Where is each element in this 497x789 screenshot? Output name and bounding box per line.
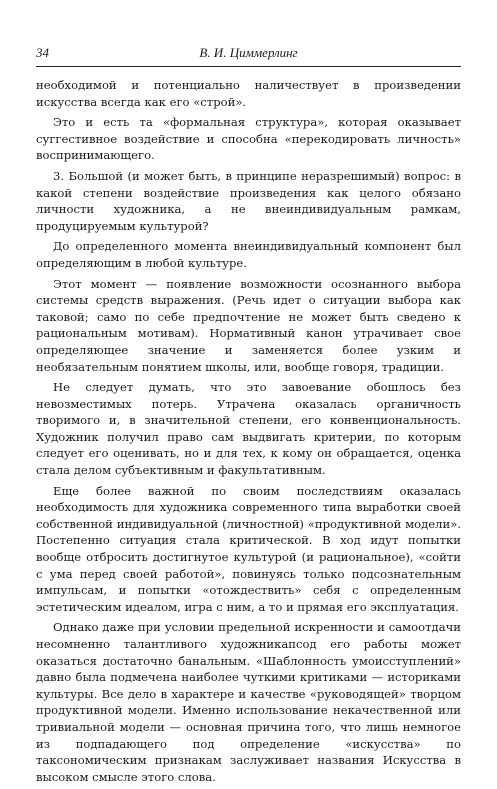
page-number: 34 bbox=[36, 45, 49, 60]
header-rule bbox=[36, 66, 461, 67]
body-text bbox=[36, 77, 461, 785]
paragraph-3: 3. Большой (и может быть, в принципе неразрешимый) вопрос: в какой степени воздействие произведения как целого обязано личности художника, а не внеиндивидуальным рамкам, продуцируемым культурой? bbox=[36, 168, 461, 233]
paragraph-2: Это и есть та «формальная структура», которая оказывает суггестивное воздействие и способна «перекодировать личность» воспринимающего. bbox=[36, 115, 461, 163]
paragraph-8: Однако даже при условии предельной искренности и самоотдачи несомненно талантливого художникапсод его работы может оказаться достаточно банальным. «Шаблонность умоисступлений» давно была подмечена наиболее чуткими критиками — историками культуры. Все дело в характере и качестве «руководящей» творцом продуктивной модели. Именно использование некачественной или тривиальной модели — основная причина того, что лишь немногое из подпадающего под определение «искусства» по таксономическим признакам заслуживает названия Искусства в высоком смысле этого слова. bbox=[36, 620, 461, 784]
paragraph-4: До определенного момента внеиндивидуальный компонент был определяющим в любой культуре. bbox=[36, 239, 461, 270]
paragraph-7: Еще более важной по своим последствиям оказалась необходимость для художника современного типа выработки своей собственной индивидуальной (личностной) «продуктивной модели». Постепенно ситуация стала критической. В ход идут попытки вообще отбросить достигнутое культурой (и рациональное), «сойти с ума перед своей работой», повинуясь только подсознательным импульсам, и попытки «отождествить» себя с определенным эстетическим идеалом, игра с ним, а то и прямая его эксплуатация. bbox=[36, 483, 461, 614]
paragraph-6: Не следует думать, что это завоевание обошлось без невозместимых потерь. Утрачена оказалась органичность творимого и, в значительной степени, его конвенциональность. Художник получил право сам выдвигать критерии, по которым следует его оценивать, но и для тех, к кому он обращается, оценка стала делом субъективным и факультативным. bbox=[36, 380, 461, 478]
paragraph-5: Этот момент — появление возможности осознанного выбора системы средств выражения. (Речь идет о ситуации выбора как таковой; само по себе предпочтение не может быть сведено к рациональным мотивам). Нормативный канон утрачивает свое определяющее значение и заменяется более узким и необязательным понятием школы, или, вообще говоря, традиции. bbox=[36, 276, 461, 374]
book-page bbox=[36, 44, 461, 789]
running-head bbox=[36, 44, 461, 62]
paragraph-1: необходимой и потенциально наличествует в произведении искусства всегда как его «строй». bbox=[36, 78, 461, 109]
running-title: В. И. Циммерлинг bbox=[199, 45, 298, 60]
